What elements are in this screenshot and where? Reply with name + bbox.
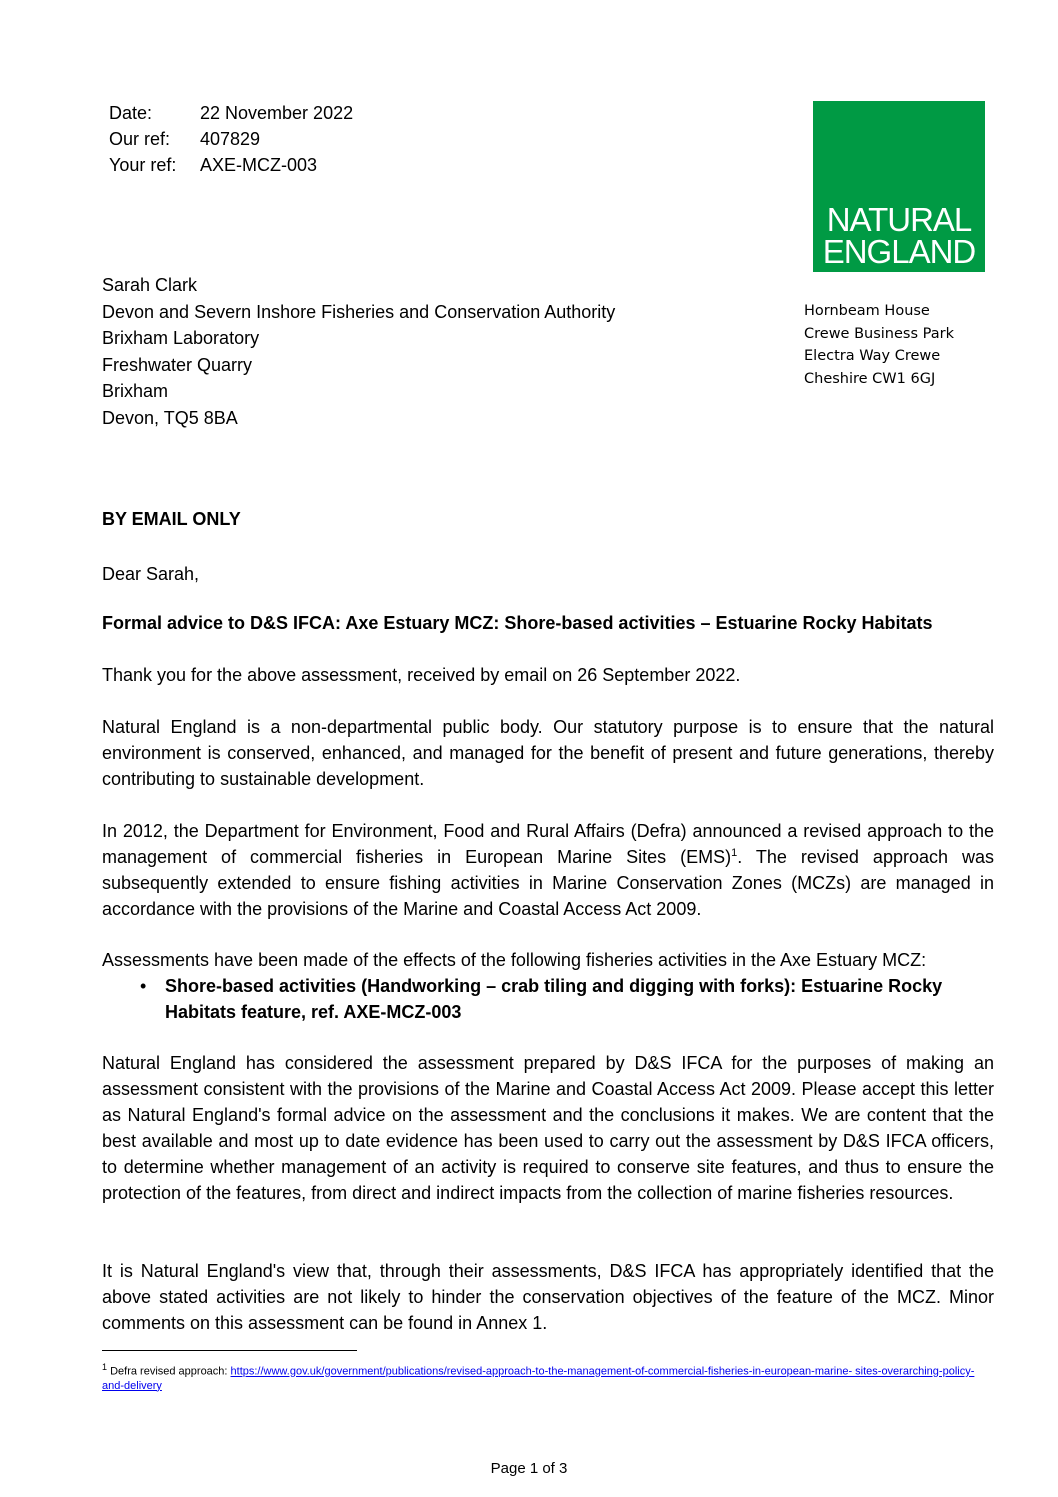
recipient-address — [102, 272, 615, 431]
paragraph-thanks: Thank you for the above assessment, received by email on 26 September 2022. — [102, 665, 741, 685]
natural-england-logo — [813, 101, 985, 272]
your-ref-row — [109, 152, 317, 178]
salutation: Dear Sarah, — [102, 564, 200, 584]
footnote-label: Defra revised approach: — [110, 1365, 231, 1378]
paragraph-view: It is Natural England's view that, through their assessments, D&S IFCA has appropriately identified that the above stated activities are not likely to hinder the conservation objectives of the feature of the MCZ. Minor comments on this assessment can be found in Annex 1. — [102, 1261, 994, 1333]
paragraph-assessment-considered: Natural England has considered the assessment prepared by D&S IFCA for the purposes of making an assessment consistent with the provisions of the Marine and Coastal Access Act 2009. Please accept this letter as Natural England's formal advice on the assessment and the conclusions it makes. We are content that the best available and most up to date evidence has been used to carry out the assessment by D&S IFCA officers, to determine whether management of an activity is required to conserve site features, and thus to ensure the protection of the features, from direct and indirect impacts from the collection of marine fisheries resources. — [102, 1053, 994, 1203]
our-ref-value: 407829 — [200, 129, 261, 149]
your-ref-value: AXE-MCZ-003 — [200, 155, 318, 175]
recipient-address-line: Brixham — [102, 381, 169, 401]
recipient-address-line: Brixham Laboratory — [102, 328, 260, 348]
recipient-name: Sarah Clark — [102, 275, 198, 295]
subject-line: Formal advice to D&S IFCA: Axe Estuary MCZ: Shore-based activities – Estuarine Rocky Habitats — [102, 613, 933, 633]
sender-address-line: Cheshire CW1 6GJ — [804, 370, 936, 387]
logo-line-1: NATURAL — [826, 201, 972, 238]
paragraph-revised-approach-part2: . The revised approach was subsequently extended to ensure fishing activities in Marine Conservation Zones (MCZs) are managed in accordance with the provisions of the Marine and Coastal Access Act 2009. — [102, 847, 994, 919]
date-label: Date: — [109, 103, 153, 123]
by-email-only: BY EMAIL ONLY — [102, 509, 241, 529]
paragraph-revised-approach-part1: In 2012, the Department for Environment, Food and Rural Affairs (Defra) announced a revised approach to the management of commercial fisheries in European Marine Sites (EMS) — [102, 821, 994, 867]
page-number: Page 1 of 3 — [490, 1460, 568, 1477]
footnote-number: 1 — [102, 1362, 108, 1372]
logo-line-2: ENGLAND — [822, 233, 976, 270]
recipient-organisation: Devon and Severn Inshore Fisheries and Conservation Authority — [102, 301, 616, 322]
paragraph-assessments: Assessments have been made of the effects of the following fisheries activities in the Axe Estuary MCZ: — [102, 950, 927, 970]
our-ref-label: Our ref: — [109, 129, 171, 149]
footnote-divider — [102, 1350, 357, 1351]
your-ref-label: Your ref: — [109, 155, 177, 175]
sender-address-line: Crewe Business Park — [804, 325, 954, 342]
footnote-reference[interactable]: 1 — [731, 847, 738, 859]
bullet-activity: Shore-based activities (Handworking – crab tiling and digging with forks): Estuarine Rocky Habitats feature, ref. AXE-MCZ-003 — [165, 976, 943, 1022]
paragraph-revised-approach — [102, 818, 994, 922]
sender-address — [804, 300, 954, 390]
footnote — [102, 1360, 982, 1393]
paragraph-statutory-purpose: Natural England is a non-departmental public body. Our statutory purpose is to ensure that the natural environment is conserved, enhanced, and managed for the benefit of present and future generations, thereby contributing to sustainable development. — [102, 717, 994, 789]
bullet-icon: • — [140, 976, 147, 996]
sender-address-line: Hornbeam House — [804, 303, 930, 319]
sender-address-line: Electra Way Crewe — [804, 348, 941, 364]
recipient-address-line: Freshwater Quarry — [102, 354, 253, 375]
recipient-address-line: Devon, TQ5 8BA — [102, 407, 238, 428]
our-ref-row — [109, 126, 260, 152]
footnote-link[interactable]: https://www.gov.uk/government/publications/revised-approach-to-the-management-of-commercial-fisheries-in-european-marine- sites-overarching-policy-and-delivery — [102, 1365, 975, 1392]
date-value: 22 November 2022 — [200, 103, 354, 123]
date-row — [109, 100, 353, 126]
